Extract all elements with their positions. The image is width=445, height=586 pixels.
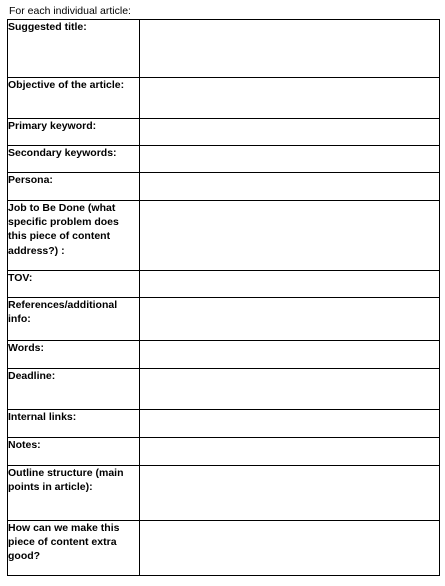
field-label-persona: Persona:	[8, 173, 140, 201]
field-label-internal-links: Internal links:	[8, 410, 140, 438]
field-value-references[interactable]	[140, 298, 440, 341]
field-value-extra-good[interactable]	[140, 521, 440, 576]
field-value-notes[interactable]	[140, 438, 440, 466]
article-brief-table	[7, 19, 440, 576]
table-row	[8, 173, 440, 201]
field-value-internal-links[interactable]	[140, 410, 440, 438]
field-value-secondary-keywords[interactable]	[140, 146, 440, 173]
field-value-words[interactable]	[140, 341, 440, 369]
field-value-objective[interactable]	[140, 78, 440, 119]
field-label-objective: Objective of the article:	[8, 78, 140, 119]
field-value-deadline[interactable]	[140, 369, 440, 410]
table-row	[8, 201, 440, 271]
field-label-extra-good: How can we make this piece of content extra good?	[8, 521, 140, 576]
field-label-words: Words:	[8, 341, 140, 369]
field-label-suggested-title: Suggested title:	[8, 20, 140, 78]
field-label-notes: Notes:	[8, 438, 140, 466]
table-row	[8, 78, 440, 119]
table-row	[8, 521, 440, 576]
field-value-persona[interactable]	[140, 173, 440, 201]
table-row	[8, 20, 440, 78]
field-label-tov: TOV:	[8, 271, 140, 298]
field-label-references: References/additional info:	[8, 298, 140, 341]
table-row	[8, 466, 440, 521]
table-row	[8, 410, 440, 438]
field-label-primary-keyword: Primary keyword:	[8, 119, 140, 146]
field-label-secondary-keywords: Secondary keywords:	[8, 146, 140, 173]
intro-text: For each individual article:	[9, 5, 131, 17]
table-row	[8, 341, 440, 369]
table-row	[8, 271, 440, 298]
table-row	[8, 298, 440, 341]
field-value-job-to-be-done[interactable]	[140, 201, 440, 271]
table-row	[8, 369, 440, 410]
field-label-job-to-be-done: Job to Be Done (what specific problem does this piece of content address?) :	[8, 201, 140, 271]
table-row	[8, 119, 440, 146]
table-row	[8, 438, 440, 466]
table-row	[8, 146, 440, 173]
field-label-outline-structure: Outline structure (main points in article):	[8, 466, 140, 521]
field-value-tov[interactable]	[140, 271, 440, 298]
field-value-primary-keyword[interactable]	[140, 119, 440, 146]
field-value-suggested-title[interactable]	[140, 20, 440, 78]
field-label-deadline: Deadline:	[8, 369, 140, 410]
field-value-outline-structure[interactable]	[140, 466, 440, 521]
